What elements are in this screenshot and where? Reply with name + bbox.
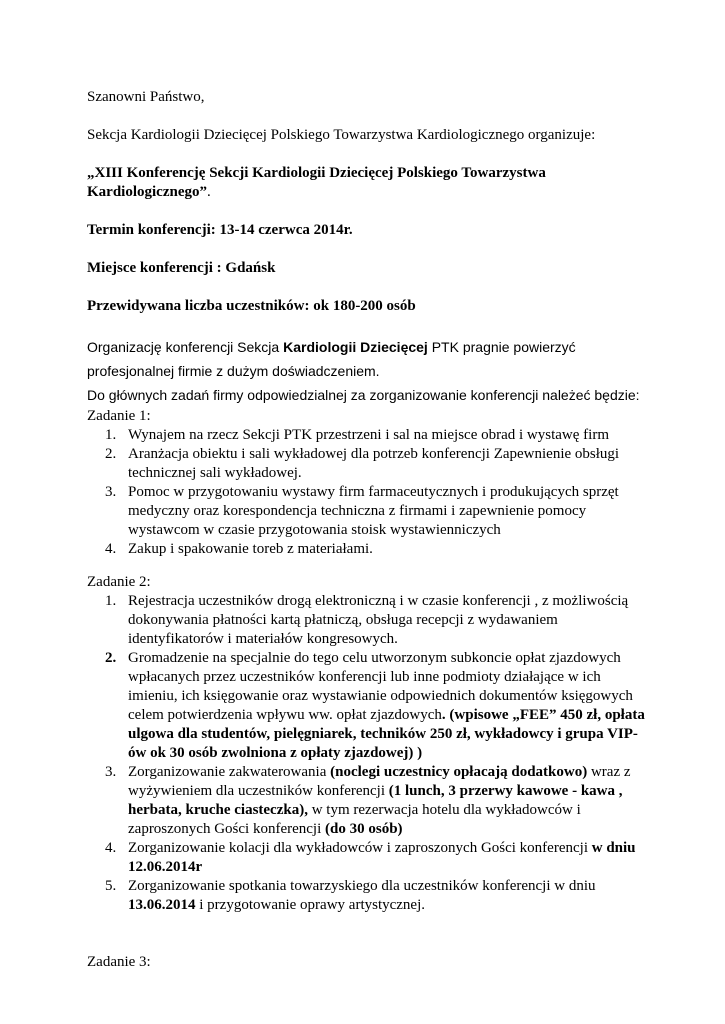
conference-term: Termin konferencji: 13-14 czerwca 2014r. <box>87 222 353 238</box>
list-item-number: 2. <box>105 650 117 666</box>
list-item <box>87 483 647 540</box>
list-item <box>87 426 647 445</box>
list-item-number: 4. <box>105 840 117 856</box>
list-item <box>87 540 647 559</box>
conference-place: Miejsce konferencji : Gdańsk <box>87 260 276 276</box>
list-item-bold: (noclegi uczestnicy opłacają dodatkowo) <box>330 764 588 780</box>
list-item <box>87 839 647 877</box>
zadanie2-heading: Zadanie 2: <box>87 574 151 590</box>
list-item-text: Zorganizowanie spotkania towarzyskiego dla uczestników konferencji w dniu <box>128 878 596 894</box>
list-item-text: Aranżacja obiektu i sali wykładowej dla potrzeb konferencji Zapewnienie obsługi technicznej sali wykładowej. <box>128 446 620 481</box>
zadanie2-list <box>87 592 647 915</box>
list-item-number: 3. <box>105 484 117 500</box>
list-item-text: Rejestracja uczestników drogą elektroniczną i w czasie konferencji , z możliwością dokonywania płatności kartą płatniczą, obsługa recepcji z wydawaniem identyfikatorów i materiałów kongresowych. <box>128 593 629 647</box>
conference-title-suffix: . <box>207 184 211 200</box>
list-item-number: 4. <box>105 541 117 557</box>
list-item-text: wraz z wyżywieniem dla uczestników konferencji <box>128 764 631 799</box>
list-item <box>87 763 647 839</box>
list-item-number: 2. <box>105 446 117 462</box>
conference-title <box>87 164 647 202</box>
list-item-bold: . (wpisowe „FEE” 450 zł, opłata ulgowa dla studentów, pielęgniarek, techników 250 zł, wykładowcy i grupa VIP-ów ok 30 osób zwolniona z opłaty zjazdowej) ) <box>128 707 645 761</box>
list-item-bold: (do 30 osób) <box>325 821 403 837</box>
list-item <box>87 877 647 915</box>
list-item-number: 1. <box>105 427 117 443</box>
org-text-bold: Kardiologii Dziecięcej <box>283 339 428 355</box>
conference-title-text: „XIII Konferencję Sekcji Kardiologii Dziecięcej Polskiego Towarzystwa Kardiologicznego” <box>87 165 546 200</box>
zadanie1-list <box>87 426 647 559</box>
list-item-text: Zorganizowanie kolacji dla wykładowców i zaproszonych Gości konferencji <box>128 840 592 856</box>
list-item <box>87 649 647 763</box>
org-text-2: PTK pragnie powierzyć profesjonalnej firmie z dużym doświadczeniem. <box>87 339 576 379</box>
zadanie3-heading: Zadanie 3: <box>87 954 151 970</box>
org-text-1: Organizację konferencji Sekcja <box>87 339 284 355</box>
list-item-bold: w dniu 12.06.2014r <box>128 840 636 875</box>
list-item-text: i przygotowanie oprawy artystycznej. <box>195 897 426 913</box>
zadanie1-heading: Zadanie 1: <box>87 408 151 424</box>
salutation: Szanowni Państwo, <box>87 89 205 105</box>
list-item-number: 3. <box>105 764 117 780</box>
list-item-text: Zorganizowanie zakwaterowania <box>128 764 331 780</box>
tasks-intro: Do głównych zadań firmy odpowiedzialnej za zorganizowanie konferencji należeć będzie: <box>87 387 640 403</box>
list-item-text: w tym rezerwacja hotelu dla wykładowców i zaproszonych Gości konferencji <box>128 802 581 837</box>
list-item-text: Zakup i spakowanie toreb z materiałami. <box>128 541 373 557</box>
letter-page <box>87 88 647 972</box>
list-item-text: Gromadzenie na specjalnie do tego celu utworzonym subkoncie opłat zjazdowych wpłacanych przez uczestników konferencji lub inne podmioty działające w ich imieniu, ich księgowanie oraz wystawianie odpowiednich dokumentów księgowych celem potwierdzenia wpływu ww. opłat zjazdowych <box>128 650 633 723</box>
organization-paragraph <box>87 335 647 383</box>
intro-text: Sekcja Kardiologii Dziecięcej Polskiego Towarzystwa Kardiologicznego organizuje: <box>87 127 596 143</box>
list-item-bold: 13.06.2014 <box>128 897 196 913</box>
list-item-number: 5. <box>105 878 117 894</box>
list-item <box>87 445 647 483</box>
list-item-bold: (1 lunch, 3 przerwy kawowe - kawa , herbata, kruche ciasteczka), <box>128 783 623 818</box>
list-item <box>87 592 647 649</box>
list-item-text: Wynajem na rzecz Sekcji PTK przestrzeni i sal na miejsce obrad i wystawę firm <box>128 427 609 443</box>
list-item-text: Pomoc w przygotowaniu wystawy firm farmaceutycznych i produkujących sprzęt medyczny oraz korespondencja techniczna z firmami i zapewnienie pomocy wystawcom w czasie przygotowania stoisk wystawienniczych <box>128 484 619 538</box>
list-item-number: 1. <box>105 593 117 609</box>
participants-count: Przewidywana liczba uczestników: ok 180-200 osób <box>87 298 416 314</box>
